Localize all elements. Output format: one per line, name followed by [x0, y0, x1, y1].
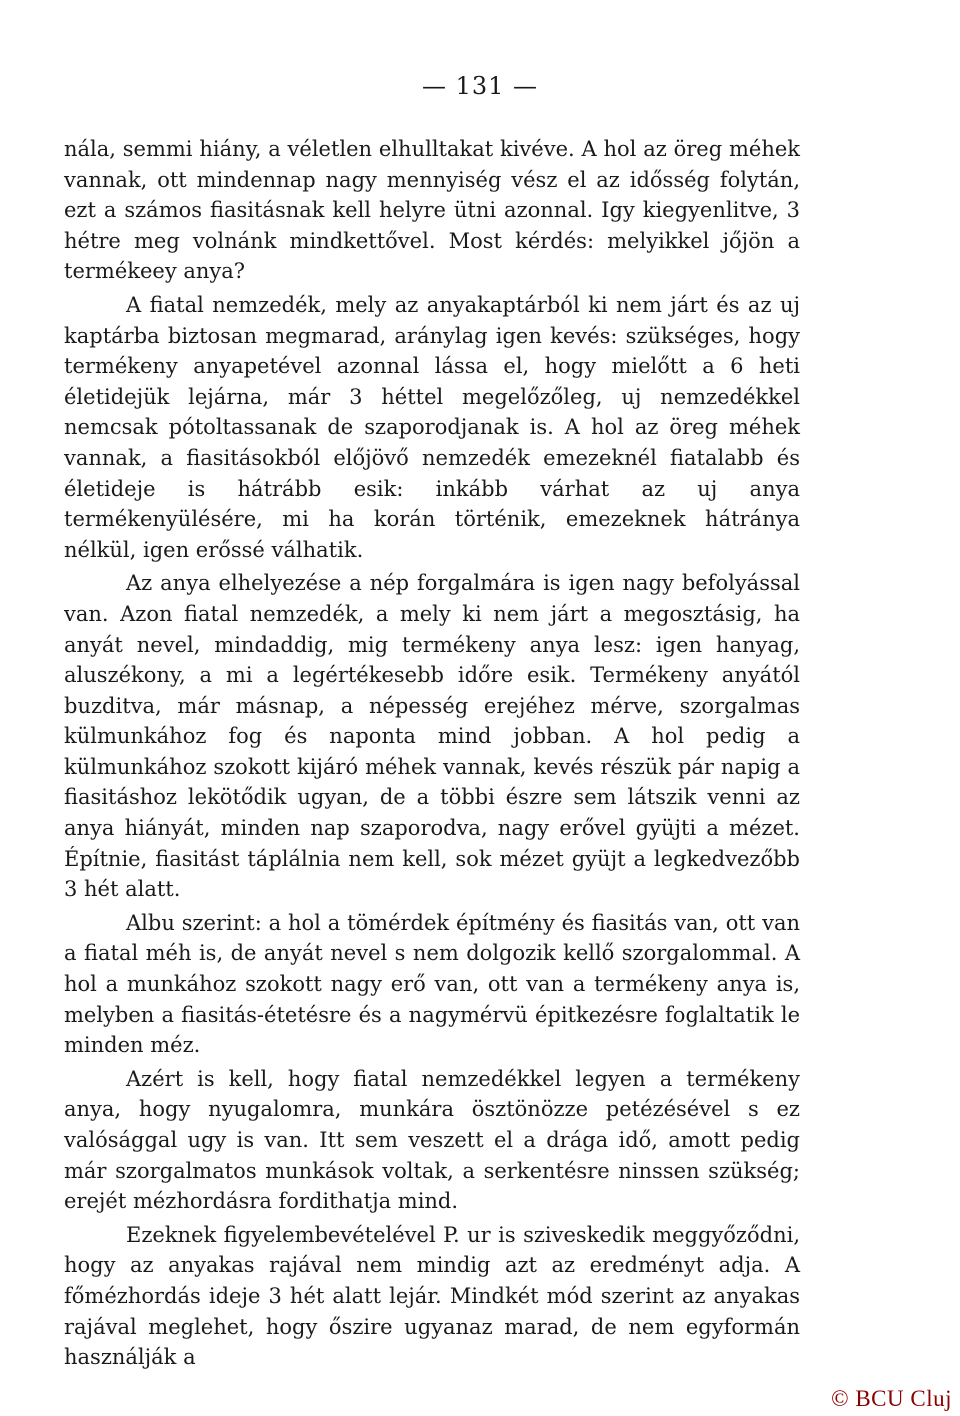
- paragraph-5: Azért is kell, hogy fiatal nemzedékkel legyen a termékeny anya, hogy nyugalomra, munkára ösztönözze petézésével s ez valósággal ugy is van. Itt sem veszett el a drága idő, amott pedig már szorgalmatos munkások voltak, a serkentésre ninssen szükség; erejét mézhordásra fordithatja mind.: [64, 1066, 800, 1214]
- body-text: [64, 134, 800, 1373]
- paragraph-1: nála, semmi hiány, a véletlen elhulltakat kivéve. A hol az öreg méhek vannak, ott mindennap nagy mennyiség vész el az idősség folytán, ezt a számos fiasitásnak kell helyre ütni azonnal. Igy kiegyenlitve, 3 hétre meg volnánk mindkettővel. Most kérdés: melyikkel jőjön a termékeey anya?: [64, 137, 800, 284]
- paragraph-3: Az anya elhelyezése a nép forgalmára is igen nagy befolyással van. Azon fiatal nemzedék, a mely ki nem járt a megosztásig, ha anyát nevel, mindaddig, mig termékeny anya lesz: igen hanyag, aluszékony, a mi a legértékesebb időre esik. Termékeny anyától buzditva, már másnap, a népesség erejéhez mérve, szorgalmas külmunkához fog és naponta mind jobban. A hol pedig a külmunkához szokott kijáró méhek vannak, kevés részük pár napig a fiasitáshoz lekötődik ugyan, de a többi észre sem látszik venni az anya hiányát, minden nap szaporodva, nagy erővel gyüjti a mézet. Építnie, fiasitást táplálnia nem kell, sok mézet gyüjt a legkedvezőbb 3 hét alatt.: [64, 571, 800, 902]
- paragraph-2: A fiatal nemzedék, mely az anyakaptárból ki nem járt és az uj kaptárba biztosan megmarad, aránylag igen kevés: szükséges, hogy termékeny anyapetével azonnal lássa el, hogy mielőtt a 6 heti életidejük lejárna, már 3 héttel megelőzőleg, uj nemzedékkel nemcsak pótoltassanak de szaporodjanak is. A hol az öreg méhek vannak, a fiasitásokból előjövő nemzedék emezeknél fiatalabb és életideje is hátrább esik: inkább várhat az uj anya termékenyülésére, mi ha korán történik, emezeknek hátránya nélkül, igen erőssé válhatik.: [64, 292, 800, 562]
- watermark: © BCU Cluj: [831, 1386, 952, 1411]
- paragraph-6: Ezeknek figyelembevételével P. ur is sziveskedik meggyőződni, hogy az anyakas rajával nem mindig azt az eredményt adja. A főmézhordás ideje 3 hét alatt lejár. Mindkét mód szerint az anyakas rajával meglehet, hogy őszire ugyanaz marad, de nem egyformán használják a: [64, 1222, 800, 1370]
- page-number: — 131 —: [421, 72, 539, 100]
- paragraph-4: Albu szerint: a hol a tömérdek építmény és fiasitás van, ott van a fiatal méh is, de anyát nevel s nem dolgozik kellő szorgalommal. A hol a munkához szokott nagy erő van, ott van a termékeny anya is, melyben a fiasitás-étetésre és a nagymérvü épitkezésre foglaltatik le minden méz.: [64, 910, 800, 1058]
